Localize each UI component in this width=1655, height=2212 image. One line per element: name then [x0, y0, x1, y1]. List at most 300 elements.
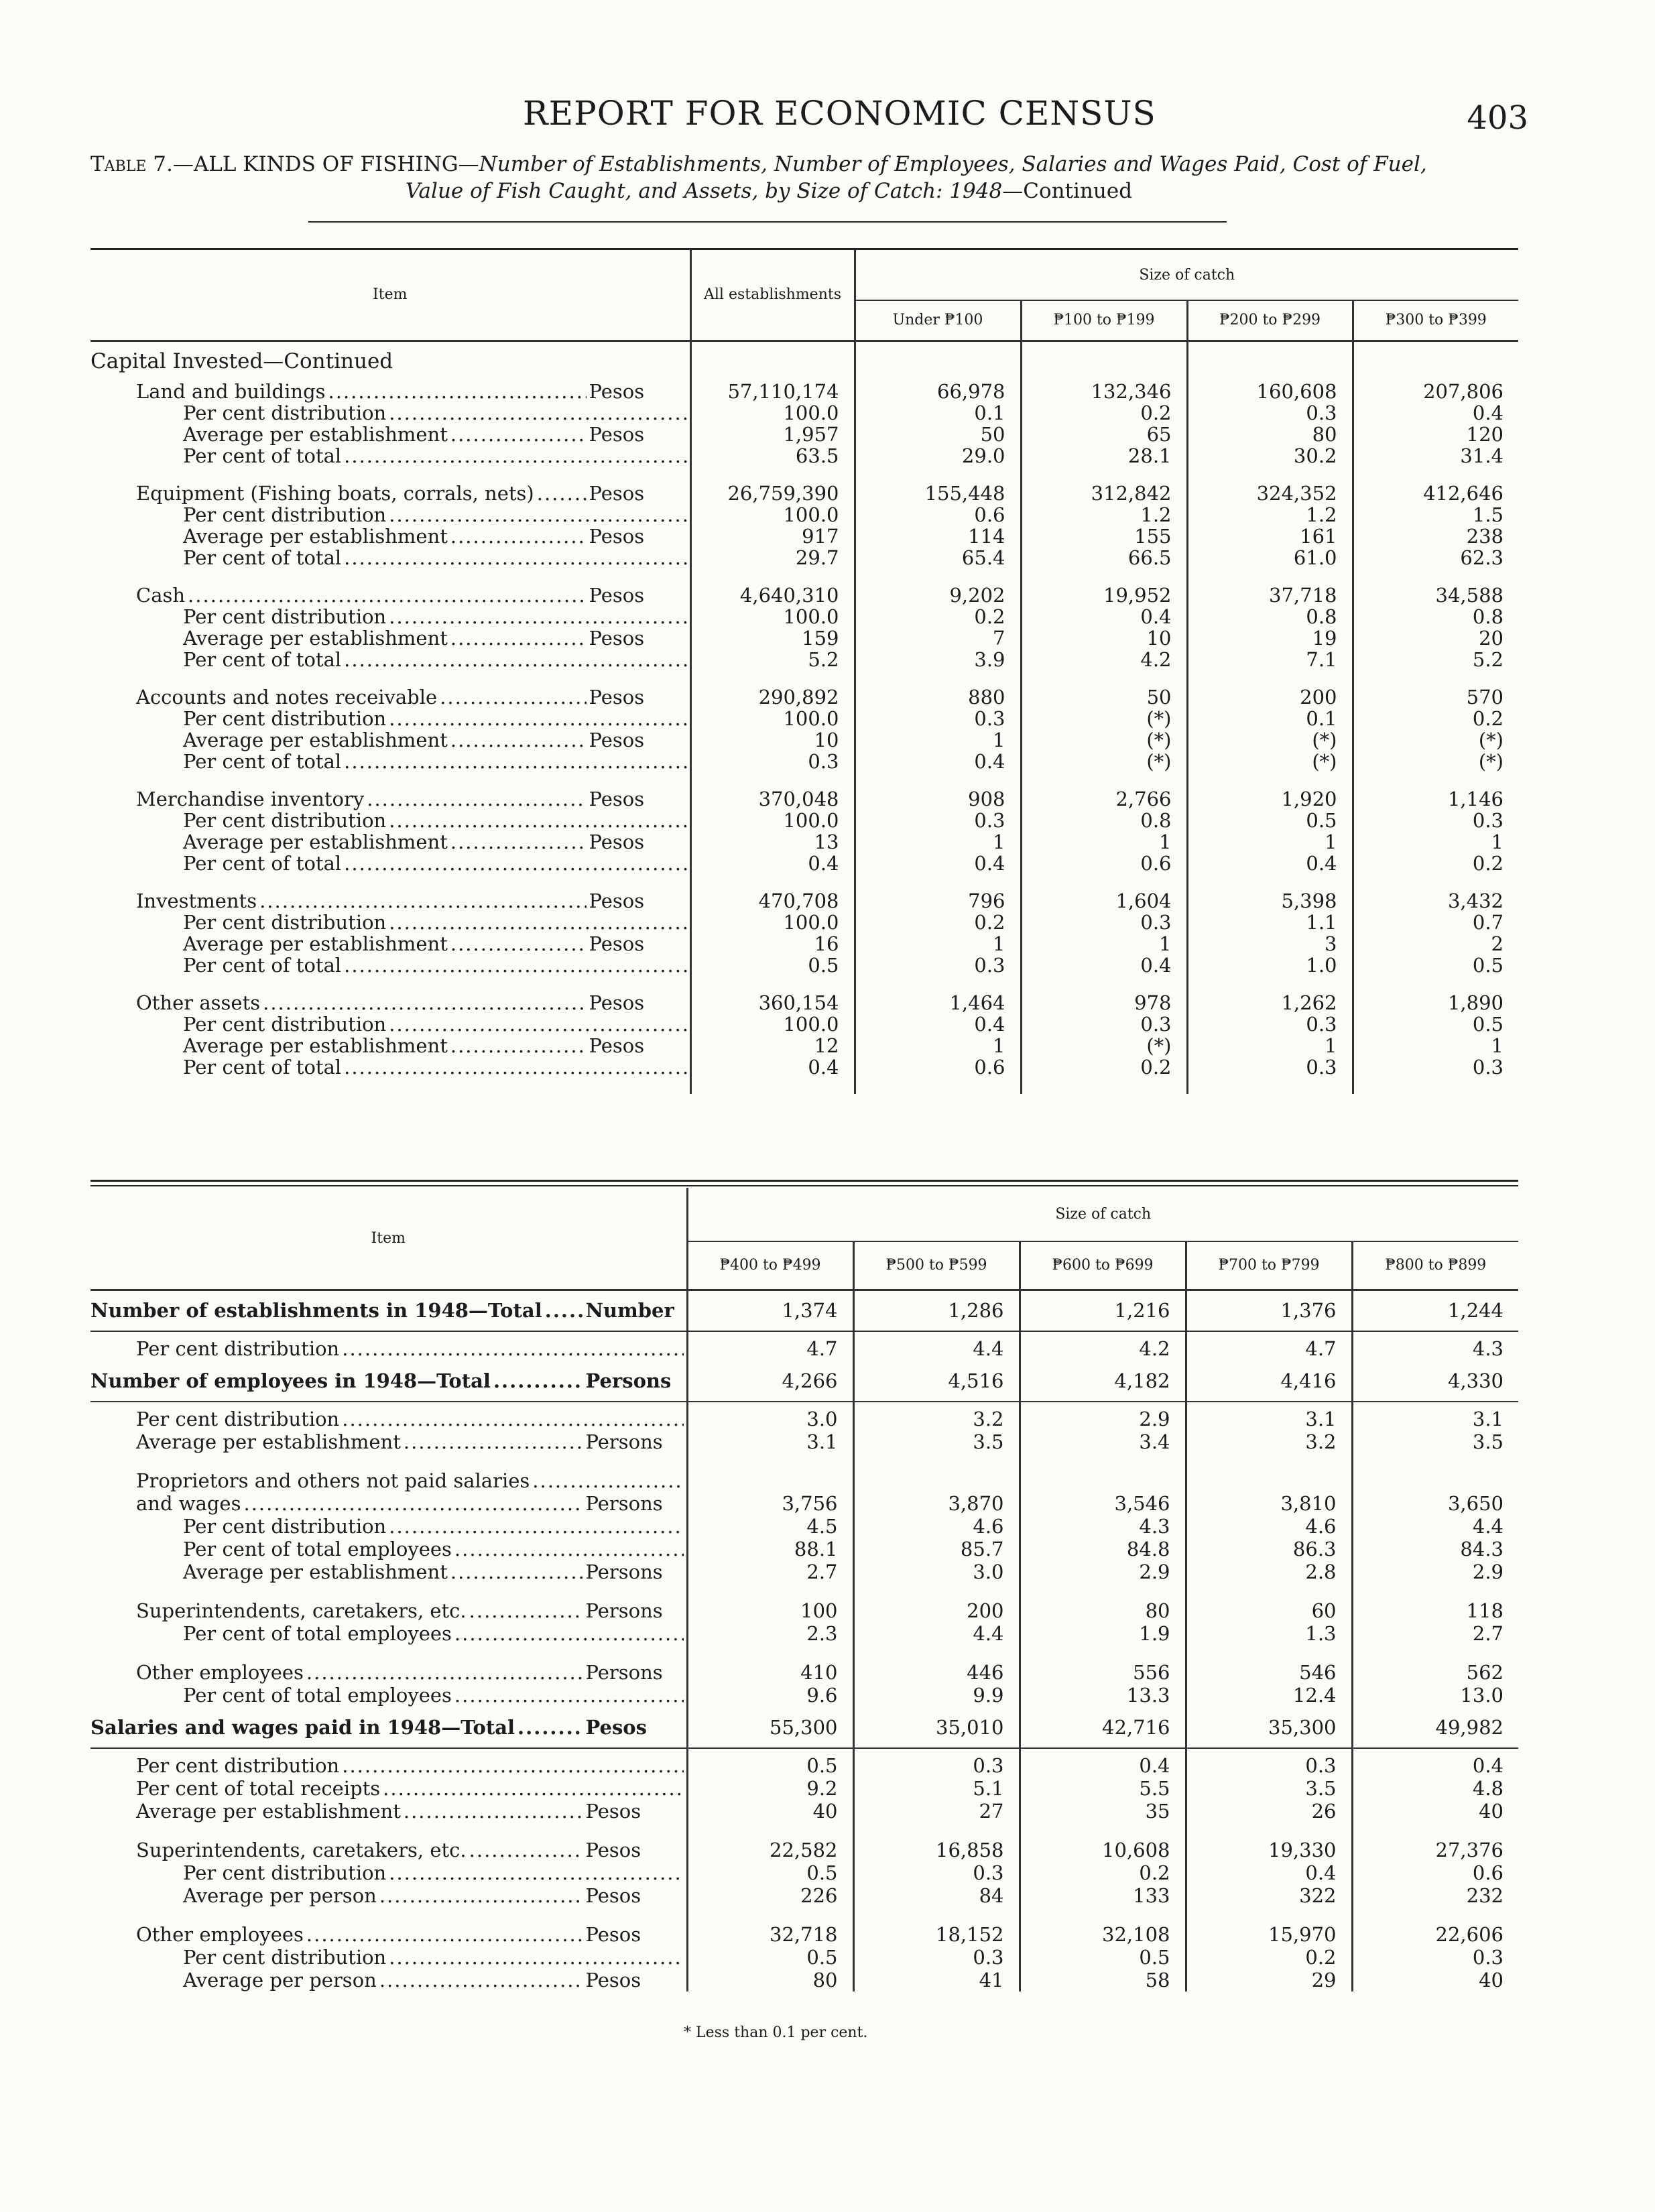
value-cell: 3.2: [853, 1408, 1020, 1430]
value-cell: 1,286: [853, 1290, 1020, 1331]
value-cell: 0.4: [1021, 606, 1187, 627]
separator-cell: [1352, 1402, 1518, 1408]
value-cell: 0.3: [853, 1861, 1020, 1884]
label-leader: [136, 585, 690, 606]
value-cell: (*): [1353, 751, 1518, 772]
row-label-cell: [90, 424, 690, 445]
dot-leader: [342, 1754, 683, 1777]
row-label: Per cent of total: [183, 444, 342, 467]
value-cell: 0.3: [1187, 1056, 1353, 1078]
row-label: Average per establishment: [183, 729, 448, 751]
dot-leader: [389, 912, 686, 933]
value-cell: 290,892: [690, 686, 855, 708]
spacer-cell: [90, 670, 690, 686]
value-cell: 0.1: [855, 402, 1021, 424]
value-cell: 18,152: [853, 1923, 1020, 1946]
spacer-cell: [1187, 670, 1353, 686]
dot-leader: [344, 853, 686, 874]
label-leader: [183, 1013, 690, 1035]
value-cell: 0.3: [853, 1754, 1020, 1777]
dot-leader: [367, 788, 586, 810]
value-cell: (*): [1021, 751, 1187, 772]
top-col-header: ₱100 to ₱199: [1021, 300, 1187, 341]
dot-leader: [342, 1337, 683, 1360]
row-label-cell: [90, 1684, 687, 1707]
value-cell: 4,516: [853, 1360, 1020, 1402]
label-leader: [136, 1754, 686, 1777]
dot-leader: [344, 445, 686, 467]
table-row: [90, 1560, 1518, 1583]
spacer-cell: [1353, 874, 1518, 890]
spacer-cell: [855, 670, 1021, 686]
row-label: Per cent distribution: [183, 707, 387, 730]
value-cell: 5.2: [1353, 649, 1518, 670]
value-cell: 0.2: [1186, 1946, 1352, 1969]
value-cell: 85.7: [853, 1538, 1020, 1560]
row-unit: Pesos: [589, 788, 645, 810]
bottom-col-header: ₱700 to ₱799: [1186, 1241, 1352, 1290]
row-label-cell: [90, 729, 690, 751]
dot-leader: [344, 751, 686, 772]
spacer-cell: [1021, 772, 1187, 788]
spacer-cell: [1352, 1453, 1518, 1469]
value-cell: 160,608: [1187, 381, 1353, 402]
value-cell: 4.6: [1186, 1515, 1352, 1538]
value-cell: 0.3: [690, 751, 855, 772]
spacer-cell: [90, 467, 690, 483]
value-cell: 0.4: [855, 853, 1021, 874]
dot-leader: [243, 1492, 583, 1515]
total-separator: [90, 1748, 1518, 1754]
label-leader: [183, 649, 690, 670]
value-cell: 3: [1187, 933, 1353, 955]
spacer-cell: [1352, 1645, 1518, 1661]
value-cell: 2.7: [1352, 1622, 1518, 1645]
value-cell: 15,970: [1186, 1923, 1352, 1946]
row-label: Per cent of total: [183, 1056, 342, 1079]
dot-leader: [532, 1469, 683, 1492]
value-cell: (*): [1187, 751, 1353, 772]
top-col-header: ₱200 to ₱299: [1187, 300, 1353, 341]
table-row: [90, 1823, 1518, 1839]
separator-cell: [90, 1331, 687, 1337]
row-label: Average per establishment: [136, 1800, 401, 1823]
row-label-cell: [90, 1035, 690, 1056]
value-cell: 546: [1186, 1661, 1352, 1684]
label-leader: [183, 708, 690, 729]
spacer-cell: [1353, 976, 1518, 992]
row-label: Per cent of total receipts: [136, 1777, 381, 1800]
separator-cell: [853, 1748, 1020, 1754]
value-cell: 1.5: [1353, 504, 1518, 526]
value-cell: 0.8: [1353, 606, 1518, 627]
value-cell: 0.5: [687, 1861, 853, 1884]
table-row: [90, 751, 1518, 772]
dot-leader: [493, 1369, 583, 1392]
value-cell: 1,464: [855, 992, 1021, 1013]
value-cell: 410: [687, 1661, 853, 1684]
value-cell: 4.3: [1020, 1515, 1186, 1538]
spacer-cell: [1021, 874, 1187, 890]
dot-leader: [328, 381, 587, 402]
row-label: Average per establishment: [136, 1430, 401, 1453]
label-leader: [90, 1299, 686, 1322]
table-label: Table 7.: [90, 152, 173, 176]
value-cell: 1.2: [1187, 504, 1353, 526]
dot-leader: [454, 1622, 684, 1645]
empty-cell: [855, 341, 1021, 381]
value-cell: 1: [1021, 831, 1187, 853]
table-row: [90, 1800, 1518, 1823]
table-row: [90, 729, 1518, 751]
row-unit: Pesos: [589, 686, 645, 709]
table-row: [90, 708, 1518, 729]
value-cell: 0.6: [855, 504, 1021, 526]
row-label: Per cent distribution: [183, 1013, 387, 1036]
value-cell: 570: [1353, 686, 1518, 708]
bottom-size-of-catch-header: Size of catch: [687, 1188, 1518, 1241]
top-table: [90, 250, 1518, 1094]
row-label-cell: [90, 1861, 687, 1884]
dot-leader: [469, 1599, 583, 1622]
row-label: Per cent of total: [183, 954, 342, 977]
total-separator: [90, 1331, 1518, 1337]
value-cell: 84: [853, 1884, 1020, 1907]
value-cell: 3.1: [1186, 1408, 1352, 1430]
separator-cell: [687, 1331, 853, 1337]
row-label: Proprietors and others not paid salaries: [136, 1469, 530, 1492]
value-cell: 35: [1020, 1800, 1186, 1823]
row-unit: Pesos: [589, 482, 645, 505]
value-cell: 2.9: [1020, 1560, 1186, 1583]
table-row: [90, 1907, 1518, 1923]
row-label-cell: [90, 1408, 687, 1430]
total-label-cell: [90, 1707, 687, 1748]
value-cell: 4.8: [1352, 1777, 1518, 1800]
value-cell: 446: [853, 1661, 1020, 1684]
value-cell: (*): [1353, 729, 1518, 751]
label-leader: [136, 1408, 686, 1430]
value-cell: 13.0: [1352, 1684, 1518, 1707]
row-label: Accounts and notes receivable: [136, 686, 438, 709]
table-row: [90, 1884, 1518, 1907]
value-cell: [1352, 1469, 1518, 1492]
value-cell: [1186, 1469, 1352, 1492]
value-cell: 29: [1186, 1969, 1352, 1991]
separator-cell: [1352, 1748, 1518, 1754]
row-label: Per cent distribution: [136, 1408, 340, 1430]
label-leader: [183, 1884, 686, 1907]
spacer-cell: [687, 1583, 853, 1599]
value-cell: 16,858: [853, 1839, 1020, 1861]
spacer-cell: [90, 1453, 687, 1469]
label-leader: [136, 686, 690, 708]
spacer-cell: [1020, 1453, 1186, 1469]
value-cell: 0.3: [1186, 1754, 1352, 1777]
table-row: [90, 1622, 1518, 1645]
value-cell: 908: [855, 788, 1021, 810]
value-cell: 0.4: [690, 1056, 855, 1078]
dot-leader: [389, 1013, 686, 1035]
separator-cell: [1020, 1402, 1186, 1408]
row-unit: Persons: [585, 1661, 663, 1684]
value-cell: 4,330: [1352, 1360, 1518, 1402]
spacer-cell: [1187, 772, 1353, 788]
table-row: [90, 890, 1518, 912]
row-label-cell: [90, 547, 690, 568]
value-cell: 58: [1020, 1969, 1186, 1991]
top-item-header: Item: [90, 250, 690, 341]
value-cell: 61.0: [1187, 547, 1353, 568]
spacer-cell: [1352, 1583, 1518, 1599]
spacer-row: [90, 874, 1518, 890]
row-unit: Pesos: [589, 380, 645, 403]
dot-leader: [537, 483, 587, 504]
continued-label: —Continued: [1002, 179, 1133, 203]
value-cell: [853, 1469, 1020, 1492]
spacer-cell: [853, 1823, 1020, 1839]
value-cell: 3,432: [1353, 890, 1518, 912]
label-leader: [136, 1839, 686, 1861]
spacer-cell: [855, 1078, 1021, 1094]
dot-leader: [450, 627, 587, 649]
mid-rule-1: [90, 1180, 1518, 1182]
value-cell: 0.2: [1353, 708, 1518, 729]
separator-cell: [1186, 1331, 1352, 1337]
value-cell: 19,952: [1021, 585, 1187, 606]
value-cell: 3.2: [1186, 1430, 1352, 1453]
label-leader: [183, 810, 690, 831]
value-cell: 0.4: [1352, 1754, 1518, 1777]
label-leader: [183, 547, 690, 568]
value-cell: 370,048: [690, 788, 855, 810]
label-leader: [90, 1369, 686, 1392]
row-label-cell: [90, 751, 690, 772]
row-label-cell: [90, 1800, 687, 1823]
row-unit: Pesos: [589, 525, 645, 548]
label-leader: [183, 1515, 686, 1538]
spacer-cell: [690, 976, 855, 992]
label-leader: [183, 933, 690, 955]
value-cell: 0.4: [1353, 402, 1518, 424]
table-row: [90, 381, 1518, 402]
row-label-cell: [90, 1777, 687, 1800]
table-row: [90, 1469, 1518, 1492]
table-row: [90, 1492, 1518, 1515]
dot-leader: [344, 649, 686, 670]
value-cell: 917: [690, 526, 855, 547]
row-label: Average per establishment: [183, 627, 448, 650]
separator-cell: [1186, 1748, 1352, 1754]
bottom-col-header: ₱400 to ₱499: [687, 1241, 853, 1290]
group-title-cell: [90, 890, 690, 912]
row-label: Superintendents, caretakers, etc.: [136, 1839, 467, 1861]
value-cell: 4,266: [687, 1360, 853, 1402]
row-label: Other assets: [136, 991, 261, 1014]
value-cell: 13.3: [1020, 1684, 1186, 1707]
dot-leader: [379, 1884, 583, 1907]
value-cell: 1: [1353, 831, 1518, 853]
row-label-cell: [90, 1754, 687, 1777]
value-cell: 0.3: [1353, 810, 1518, 831]
value-cell: 1: [1187, 831, 1353, 853]
table-row: [90, 1290, 1518, 1331]
row-label: Per cent distribution: [136, 1754, 340, 1777]
value-cell: 26: [1186, 1800, 1352, 1823]
row-label-cell: [90, 606, 690, 627]
value-cell: 100.0: [690, 912, 855, 933]
total-separator: [90, 1402, 1518, 1408]
value-cell: (*): [1021, 729, 1187, 751]
value-cell: 880: [855, 686, 1021, 708]
table-row: [90, 1684, 1518, 1707]
value-cell: 226: [687, 1884, 853, 1907]
row-label: Per cent distribution: [183, 1861, 387, 1884]
table-row: [90, 402, 1518, 424]
value-cell: 60: [1186, 1599, 1352, 1622]
value-cell: 470,708: [690, 890, 855, 912]
value-cell: 1,262: [1187, 992, 1353, 1013]
value-cell: 19,330: [1186, 1839, 1352, 1861]
value-cell: 32,108: [1020, 1923, 1186, 1946]
value-cell: 2,766: [1021, 788, 1187, 810]
value-cell: 0.4: [1021, 955, 1187, 976]
value-cell: 155: [1021, 526, 1187, 547]
value-cell: 3,756: [687, 1492, 853, 1515]
spacer-cell: [687, 1645, 853, 1661]
separator-cell: [853, 1331, 1020, 1337]
label-leader: [183, 1684, 686, 1707]
value-cell: 10: [1021, 627, 1187, 649]
value-cell: 1,216: [1020, 1290, 1186, 1331]
value-cell: 2.9: [1020, 1408, 1186, 1430]
table-caption: [90, 151, 1532, 204]
top-col-header: ₱300 to ₱399: [1353, 300, 1518, 341]
value-cell: 0.2: [1021, 402, 1187, 424]
row-label: Per cent of total employees: [183, 1538, 452, 1560]
dot-leader: [306, 1661, 583, 1684]
row-unit: Pesos: [589, 831, 645, 853]
value-cell: 1,957: [690, 424, 855, 445]
value-cell: 0.3: [853, 1946, 1020, 1969]
label-leader: [136, 1777, 686, 1800]
spacer-cell: [687, 1453, 853, 1469]
spacer-cell: [90, 1078, 690, 1094]
value-cell: 161: [1187, 526, 1353, 547]
row-label-cell: [90, 810, 690, 831]
value-cell: 12.4: [1186, 1684, 1352, 1707]
value-cell: 42,716: [1020, 1707, 1186, 1748]
row-label: Average per establishment: [183, 831, 448, 853]
value-cell: 0.2: [1021, 1056, 1187, 1078]
value-cell: 35,010: [853, 1707, 1020, 1748]
footnote: * Less than 0.1 per cent.: [684, 2024, 868, 2041]
value-cell: 26,759,390: [690, 483, 855, 504]
table-row: [90, 1360, 1518, 1402]
value-cell: 28.1: [1021, 445, 1187, 467]
table-row: [90, 526, 1518, 547]
value-cell: 0.4: [855, 1013, 1021, 1035]
row-unit: Pesos: [589, 932, 645, 955]
value-cell: 0.6: [1021, 853, 1187, 874]
row-label: and wages: [136, 1492, 241, 1515]
value-cell: 0.4: [1020, 1754, 1186, 1777]
table-row: [90, 810, 1518, 831]
value-cell: 80: [1187, 424, 1353, 445]
dot-leader: [517, 1716, 583, 1739]
value-cell: 0.2: [1020, 1861, 1186, 1884]
table-row: [90, 445, 1518, 467]
row-label-cell: [90, 445, 690, 467]
row-unit: Pesos: [589, 889, 645, 912]
value-cell: 0.3: [1353, 1056, 1518, 1078]
row-label: Average per establishment: [183, 1560, 448, 1583]
row-label-cell: [90, 1515, 687, 1538]
spacer-cell: [855, 874, 1021, 890]
label-leader: [183, 1861, 686, 1884]
table-row: [90, 627, 1518, 649]
label-leader: [183, 1035, 690, 1056]
dot-leader: [379, 1969, 583, 1991]
spacer-cell: [1021, 568, 1187, 585]
bottom-col-header: ₱800 to ₱899: [1352, 1241, 1518, 1290]
table-row: [90, 1337, 1518, 1360]
empty-cell: [1187, 341, 1353, 381]
value-cell: 29.0: [855, 445, 1021, 467]
separator-cell: [1020, 1748, 1186, 1754]
row-label: Per cent distribution: [183, 1946, 387, 1969]
group-title-cell: [90, 788, 690, 810]
top-size-of-catch-header: Size of catch: [855, 250, 1518, 300]
value-cell: 5.5: [1020, 1777, 1186, 1800]
value-cell: 238: [1353, 526, 1518, 547]
value-cell: 0.4: [690, 853, 855, 874]
value-cell: 0.3: [1187, 1013, 1353, 1035]
row-unit: Persons: [585, 1430, 663, 1453]
spacer-cell: [1187, 467, 1353, 483]
top-col-header: Under ₱100: [855, 300, 1021, 341]
label-leader: [136, 1661, 686, 1684]
value-cell: 2.7: [687, 1560, 853, 1583]
dot-leader: [404, 1430, 583, 1453]
row-unit: Pesos: [585, 1884, 641, 1907]
row-label-cell: [90, 1884, 687, 1907]
section-title: Capital Invested—Continued: [90, 349, 393, 373]
spacer-row: [90, 976, 1518, 992]
row-label-cell: [90, 1923, 687, 1946]
table-row: [90, 1839, 1518, 1861]
table-row: [90, 1035, 1518, 1056]
row-label-cell: [90, 933, 690, 955]
value-cell: 0.2: [855, 606, 1021, 627]
table-row: [90, 483, 1518, 504]
spacer-cell: [690, 670, 855, 686]
row-label: Superintendents, caretakers, etc.: [136, 1599, 467, 1622]
value-cell: 0.5: [1020, 1946, 1186, 1969]
label-leader: [136, 1599, 686, 1622]
value-cell: (*): [1021, 708, 1187, 729]
value-cell: 360,154: [690, 992, 855, 1013]
caption-rule: [308, 221, 1227, 223]
table-row: [90, 547, 1518, 568]
section-row: [90, 341, 1518, 381]
dot-leader: [344, 955, 686, 976]
table-row: [90, 1707, 1518, 1748]
value-cell: 0.4: [1187, 853, 1353, 874]
value-cell: 4,640,310: [690, 585, 855, 606]
row-label-cell: [90, 1839, 687, 1861]
value-cell: 0.5: [687, 1754, 853, 1777]
